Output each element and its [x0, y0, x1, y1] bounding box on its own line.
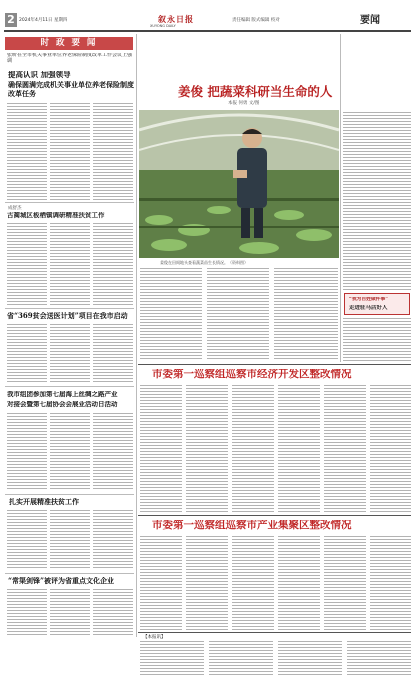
inspection-headline: 市委第一巡察组巡察市产业集聚区整改情况 — [152, 520, 352, 531]
article-headline-sub: 确保圆满完成机关事业单位养老保险制度改革任务 — [8, 81, 134, 98]
article-divider — [5, 202, 134, 203]
greenhouse-photo-image — [139, 110, 339, 258]
section-title: 要闻 — [360, 15, 380, 26]
article-body — [93, 510, 133, 570]
article-body — [7, 223, 47, 305]
article-divider — [5, 308, 134, 309]
article-headline: “常渠剑锋”被评为省重点文化企业 — [8, 577, 115, 585]
bottom-story-body — [140, 641, 204, 677]
inspection-body — [140, 536, 182, 632]
article-kicker: 成舒杰 — [8, 206, 22, 211]
section-divider — [138, 515, 411, 516]
article-body — [93, 103, 133, 200]
bottom-story-body — [278, 641, 342, 677]
article-body — [7, 413, 47, 491]
article-body — [93, 413, 133, 491]
article-headline: 对接会暨第七届协会会展业活动日活动 — [7, 401, 118, 408]
article-divider — [5, 494, 134, 495]
article-divider — [5, 573, 134, 574]
page-number-box: 2 — [5, 13, 17, 27]
inspection-body — [370, 385, 411, 513]
article-body — [50, 324, 90, 382]
editor-info: 责任编辑 版式编辑 校对 — [232, 18, 280, 23]
newspaper-logo: 叙永日报 — [158, 14, 194, 24]
article-headline: 扎实开展精准扶贫工作 — [9, 498, 79, 506]
feature-photo — [139, 110, 339, 258]
article-headline: 古蔺城区板栖镇调研精准扶贫工作 — [7, 212, 105, 219]
logo-subtitle: XUYONG DAILY — [150, 24, 176, 28]
inspection-body — [140, 385, 182, 513]
sidebar-title: “我为百姓做件事” — [349, 297, 389, 302]
article-body — [7, 324, 47, 382]
article-body — [93, 589, 133, 637]
article-headline: 我市组团参加第七届海上丝绸之路产业 — [7, 391, 118, 398]
inspection-body — [186, 536, 228, 632]
article-body — [50, 223, 90, 305]
politics-news-banner: 时 政 要 闻 — [5, 37, 133, 50]
article-body — [50, 103, 90, 200]
article-divider — [5, 386, 134, 387]
inspection-headline: 市委第一巡察组巡察市经济开发区整改情况 — [152, 369, 352, 380]
issue-date: 2024年4月11日 星期四 — [19, 18, 68, 23]
feature-byline: 本报 何勇 文/图 — [228, 101, 260, 106]
feature-body — [207, 268, 269, 360]
bottom-story-body — [209, 641, 273, 677]
inspection-body — [278, 536, 320, 632]
bottom-story-body — [347, 641, 411, 677]
inspection-body — [370, 536, 411, 632]
column-divider-left — [136, 34, 137, 637]
inspection-body — [324, 536, 366, 632]
article-body — [7, 103, 47, 200]
masthead-rule — [4, 30, 411, 32]
inspection-body — [278, 385, 320, 513]
feature-body — [274, 268, 338, 360]
article-body — [50, 510, 90, 570]
inspection-body — [232, 536, 274, 632]
article-body — [93, 324, 133, 382]
article-headline: 提高认识 加强领导 — [8, 71, 71, 79]
article-headline: 省“369贫会送医计划”项目在我市启动 — [7, 312, 128, 320]
section-divider — [138, 632, 411, 633]
masthead — [0, 0, 415, 34]
feature-body — [343, 112, 411, 290]
article-body — [50, 589, 90, 637]
photo-caption: 姜俊在田间地头查看蔬菜苗生长情况。（资料图） — [160, 260, 248, 265]
article-body — [7, 589, 47, 637]
feature-title: 姜俊 把蔬菜科研当生命的人 — [178, 84, 333, 99]
feature-body — [140, 268, 202, 360]
inspection-body — [324, 385, 366, 513]
article-body — [93, 223, 133, 305]
sidebar-subtitle: 走进驻马店好人 — [349, 305, 388, 311]
article-kicker: 张昕在全市机关事业单位养老保险制度改革工作会议上强调 — [7, 53, 133, 64]
feature-body — [343, 318, 411, 362]
section-divider — [138, 364, 411, 365]
article-body — [50, 413, 90, 491]
article-body — [7, 510, 47, 570]
bottom-story-label: 【本报讯】 — [143, 635, 166, 640]
column-divider-right — [340, 34, 341, 362]
feature-sidebar-box — [344, 293, 410, 315]
inspection-body — [232, 385, 274, 513]
inspection-body — [186, 385, 228, 513]
